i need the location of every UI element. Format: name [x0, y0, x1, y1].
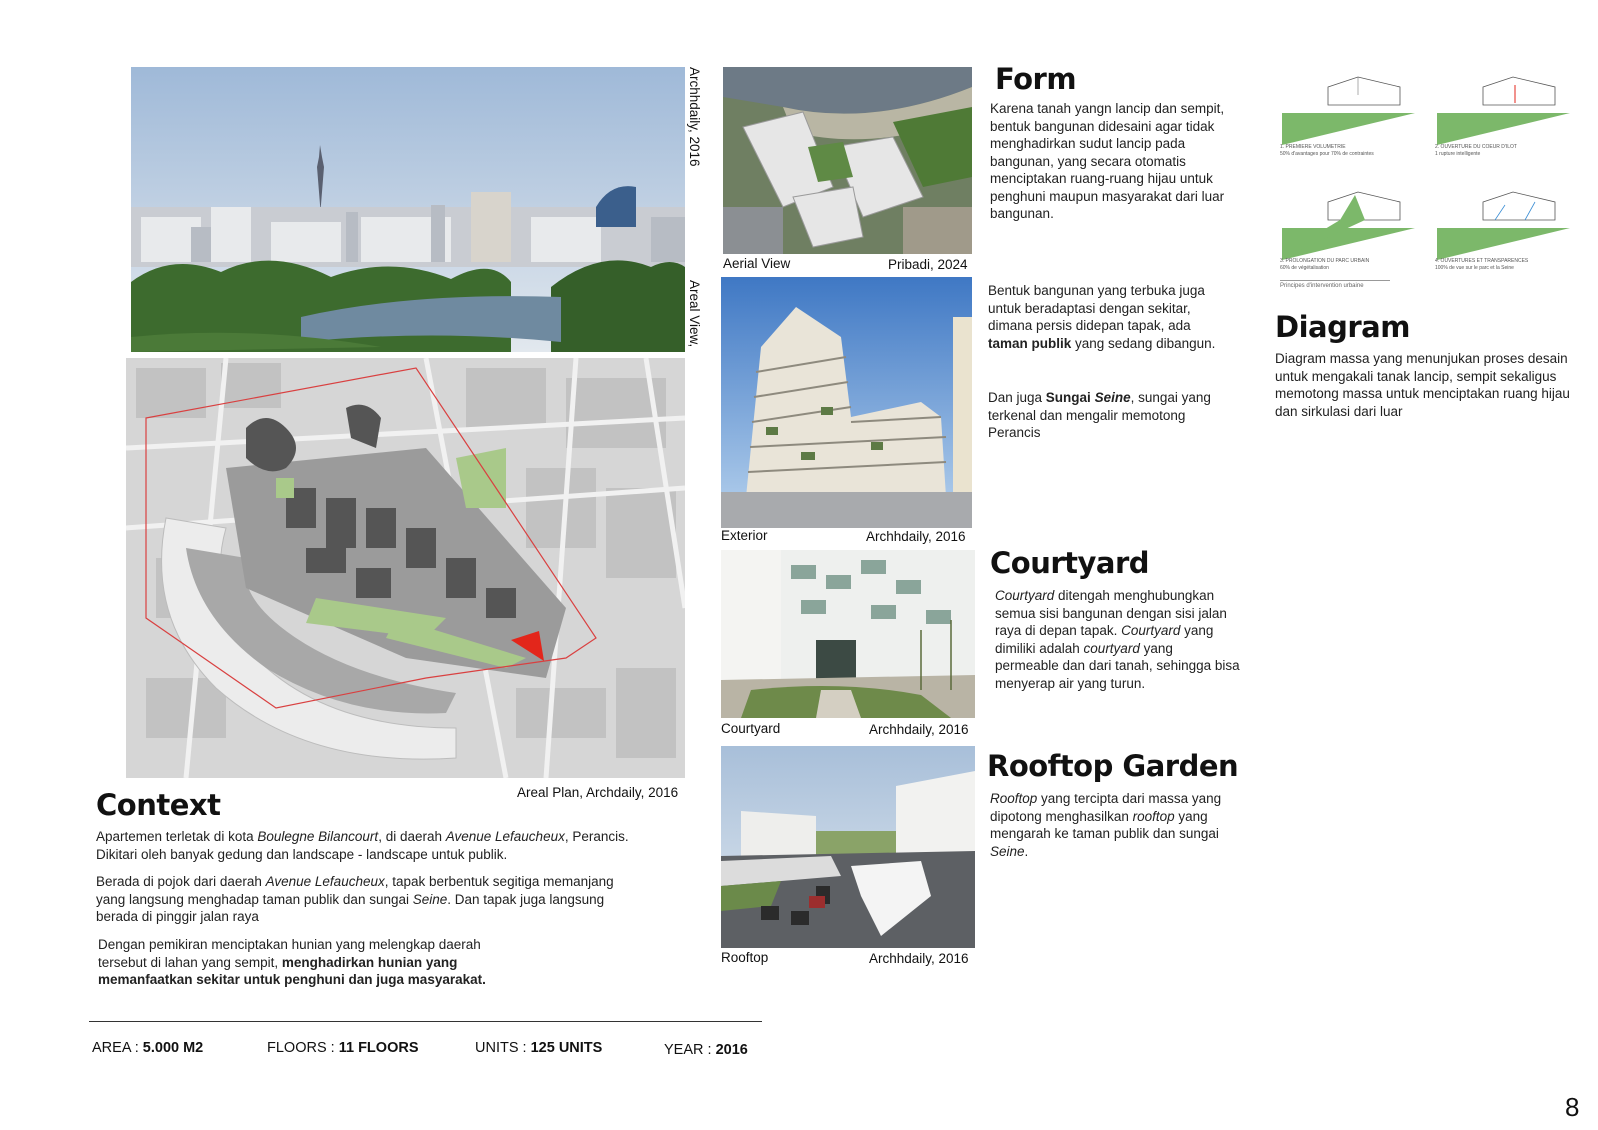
courtyard-caption-source: Archhdaily, 2016: [869, 722, 969, 737]
form-title: Form: [995, 62, 1077, 96]
diagram-step-2-label: 2. OUVERTURE DU COEUR D'ILOT 1 rupture intelligente: [1435, 144, 1517, 157]
exterior-caption-source: Archhdaily, 2016: [866, 529, 966, 544]
rooftop-photo: [721, 746, 975, 948]
courtyard-caption-label: Courtyard: [721, 721, 781, 736]
skyline-photo: [131, 67, 685, 352]
context-paragraph-1: Apartemen terletak di kota Boulegne Bilancourt, di daerah Avenue Lefaucheux, Perancis. Dikitari oleh banyak gedung dan landscape - landscape untuk publik.: [96, 829, 629, 862]
diagram-step-4-label: 4. OUVERTURES ET TRANSPARENCES 100% de vue sur le parc et la Seine: [1435, 258, 1529, 271]
diagram-step-2-drawing: [1435, 75, 1570, 145]
exterior-caption-label: Exterior: [721, 528, 768, 543]
diagram-step-4-drawing: [1435, 190, 1570, 260]
stat-units: UNITS : 125 UNITS: [475, 1040, 603, 1056]
skyline-caption-view: Areal View,: [687, 280, 702, 348]
diagram-footer-divider: [1280, 280, 1390, 281]
aerial-caption-source: Pribadi, 2024: [888, 257, 968, 272]
rooftop-caption-source: Archhdaily, 2016: [869, 951, 969, 966]
stat-floors: FLOORS : 11 FLOORS: [267, 1040, 419, 1056]
stat-year: YEAR : 2016: [664, 1042, 748, 1058]
diagram-step-3-drawing: [1280, 190, 1415, 260]
site-map: [126, 358, 685, 778]
diagram-footer: Principes d'intervention urbaine: [1280, 283, 1364, 289]
diagram-step-1-label: 1. PREMIERE VOLUMETRIE 50% d'avantages pour 70% de contraintes: [1280, 144, 1374, 157]
map-caption: Areal Plan, Archdaily, 2016: [517, 785, 679, 800]
form-paragraph-1: Karena tanah yangn lancip dan sempit, bentuk bangunan didesaini agar tidak menghadirkan sudut lancip pada bangunan, yang secara otomatis menciptakan ruang-ruang hijau untuk penghuni maupun masyarakat dari luar bangunan.: [990, 101, 1225, 221]
aerial-caption-label: Aerial View: [723, 256, 791, 271]
context-paragraph-2: Berada di pojok dari daerah Avenue Lefaucheux, tapak berbentuk segitiga memanjang yang langsung menghadap taman publik dan sungai Seine. Dan tapak juga langsung berada di pinggir jalan raya: [96, 874, 614, 924]
courtyard-paragraph: Courtyard ditengah menghubungkan semua sisi bangunan dengan sisi jalan raya di depan tapak. Courtyard yang dimiliki adalah courtyard yang permeable dan dari tanah, sehingga bisa menyerap air yang turun.: [995, 588, 1240, 691]
rooftop-paragraph: Rooftop yang tercipta dari massa yang dipotong menghasilkan rooftop yang mengarah ke taman publik dan sungai Seine.: [990, 791, 1222, 859]
diagram-paragraph: Diagram massa yang menunjukan proses desain untuk mengakali tanak lancip, sempit sekaligus memotong massa untuk menciptakan ruang hijau dan sirkulasi dari luar: [1275, 351, 1570, 419]
page-number: 8: [1565, 1092, 1580, 1122]
courtyard-photo: [721, 550, 975, 718]
exterior-photo: [721, 277, 972, 528]
aerial-photo: [723, 67, 972, 254]
rooftop-caption-label: Rooftop: [721, 950, 769, 965]
diagram-step-3-label: 3. PROLONGATION DU PARC URBAIN 60% de végétalisation: [1280, 258, 1370, 271]
form-paragraph-2: Bentuk bangunan yang terbuka juga untuk beradaptasi dengan sekitar, dimana persis didepan tapak, ada taman publik yang sedang dibangun.: [988, 283, 1216, 351]
context-paragraph-3: Dengan pemikiran menciptakan hunian yang melengkap daerah tersebut di lahan yang sempit, menghadirkan hunian yang memanfaatkan sekitar untuk penghuni dan juga masyarakat.: [98, 937, 486, 987]
form-paragraph-3: Dan juga Sungai Seine, sungai yang terkenal dan mengalir memotong Perancis: [988, 390, 1211, 440]
stat-area: AREA : 5.000 M2: [92, 1040, 204, 1056]
courtyard-title: Courtyard: [990, 546, 1150, 580]
diagram-title: Diagram: [1275, 310, 1410, 344]
diagram-illustrations: [1275, 70, 1575, 300]
context-text: [96, 828, 636, 926]
rooftop-title: Rooftop Garden: [987, 749, 1239, 783]
diagram-step-1-drawing: [1280, 75, 1415, 145]
stats-divider: [89, 1021, 762, 1022]
skyline-caption-source: Archhdaily, 2016: [687, 67, 702, 167]
context-title: Context: [96, 788, 221, 822]
